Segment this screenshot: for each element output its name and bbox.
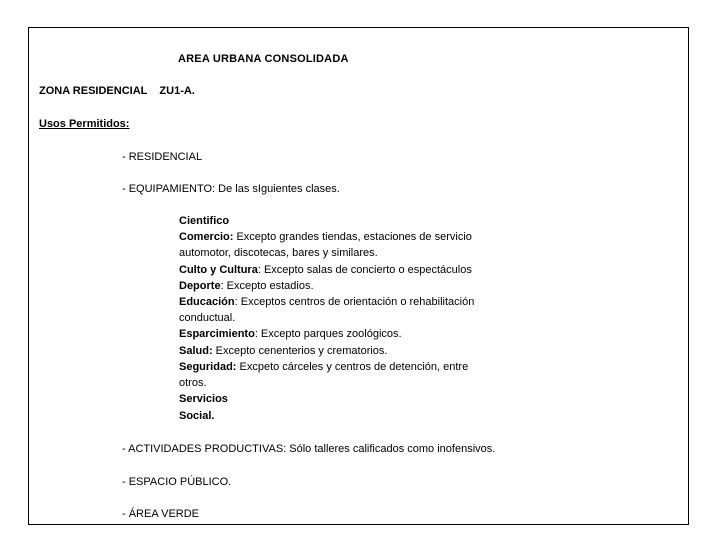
class-name: Seguridad: <box>179 361 237 373</box>
class-line <box>179 359 468 375</box>
class-line <box>179 245 378 261</box>
class-line <box>179 408 214 424</box>
class-line <box>179 343 387 359</box>
class-name: Social. <box>179 410 215 422</box>
use-item-residencial: - RESIDENCIAL <box>122 151 203 163</box>
class-line <box>179 229 472 245</box>
zone-heading <box>39 85 195 97</box>
class-desc: Excepto grandes tiendas, estaciones de servicio <box>233 231 472 243</box>
use-item-area-verde: - ÁREA VERDE <box>122 508 200 520</box>
class-line <box>179 262 472 278</box>
use-item-actividades-productivas: - ACTIVIDADES PRODUCTIVAS: Sólo talleres calificados como inofensivos. <box>122 443 496 455</box>
class-line <box>179 278 314 294</box>
class-desc: : Excepto estadios. <box>220 280 314 292</box>
class-name: Esparcimiento <box>179 328 255 340</box>
permitted-uses-heading: Usos Permitidos: <box>39 118 130 130</box>
class-name: Comercio: <box>179 231 234 243</box>
class-name: Deporte <box>179 280 221 292</box>
document-title: AREA URBANA CONSOLIDADA <box>178 53 349 65</box>
use-item-equipamiento: - EQUIPAMIENTO: De las sIguientes clases. <box>122 183 340 195</box>
class-desc: Excepto cenenterios y crematorios. <box>212 345 388 357</box>
class-line <box>179 310 235 326</box>
class-desc: Excpeto cárceles y centros de detención, entre <box>236 361 469 373</box>
class-line <box>179 326 402 342</box>
page-bottom-border <box>28 524 689 525</box>
class-desc: : Excepto parques zoológicos. <box>254 328 402 340</box>
class-desc: conductual. <box>179 312 236 324</box>
class-name: Servicios <box>179 393 228 405</box>
class-desc: automotor, discotecas, bares y similares. <box>179 247 378 259</box>
zone-code: ZU1-A. <box>159 85 195 97</box>
class-line <box>179 213 229 229</box>
use-item-espacio-publico: - ESPACIO PÚBLICO. <box>122 476 232 488</box>
class-desc: : Excepto salas de concierto o espectáculos <box>257 264 472 276</box>
class-desc: : Exceptos centros de orientación o rehabilitación <box>234 296 475 308</box>
class-name: Cientifico <box>179 215 230 227</box>
class-line <box>179 391 228 407</box>
class-line <box>179 294 474 310</box>
class-name: Salud: <box>179 345 213 357</box>
class-name: Culto y Cultura <box>179 264 258 276</box>
class-desc: otros. <box>179 377 207 389</box>
zone-label: ZONA RESIDENCIAL <box>39 85 148 97</box>
class-line <box>179 375 207 391</box>
class-name: Educación <box>179 296 235 308</box>
